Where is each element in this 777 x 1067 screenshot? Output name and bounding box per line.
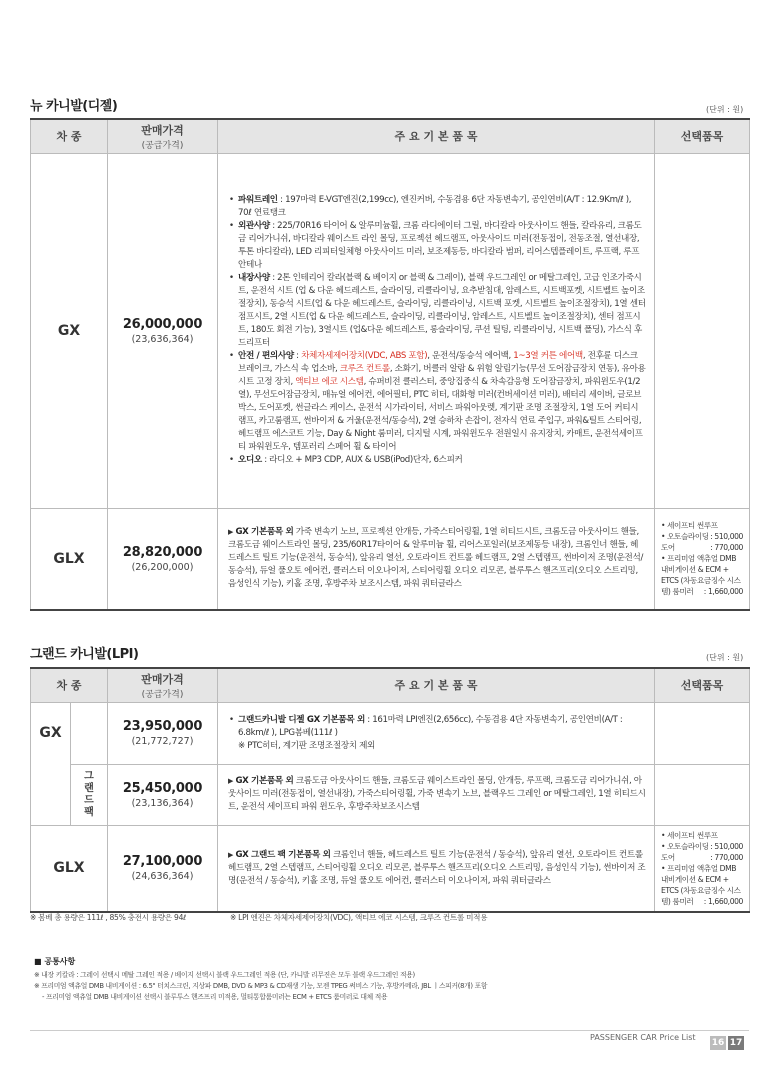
trim-spacer <box>71 702 108 764</box>
trim-name: GX <box>31 153 108 508</box>
footnote-lpg: ※ 봄베 총 용량은 111ℓ , 85% 충전시 용량은 94ℓ <box>30 913 186 922</box>
option-item: • 세이프티 썬루프 : 510,000 <box>661 830 743 851</box>
header-options: 선택품목 <box>655 119 750 153</box>
table-header-row <box>31 119 750 153</box>
common-notes <box>34 970 487 1003</box>
features-cell <box>218 702 655 764</box>
header-features: 주 요 기 본 품 목 <box>218 119 655 153</box>
list-item: • 오디오 : 라디오 + MP3 CDP, AUX & USB(iPod)단자, 6스피커 <box>238 454 646 467</box>
common-note-line: ※ 내장 키칼라 : 그레이 선택시 메탈 그레인 적용 / 베이지 선택시 블랙 우드그레인 적용 (단, 카니발 리무진은 모두 블랙 우드그레인 적용) <box>34 971 415 979</box>
option-item: • 프리미엄 액츄얼 DMB 내비게이션 & ECM + ETCS (차동요금징수 시스템) 룸미러 : 1,660,000 <box>661 554 743 597</box>
table-row <box>31 702 750 764</box>
list-item: • 파워트레인 : 197마력 E-VGT엔진(2,199cc), 엔진커버, 수동겸용 6단 자동변속기, 공인연비(A/T : 12.9Km/ℓ ), 70ℓ 연료탱크 <box>238 194 646 220</box>
sub-trim-name: 그랜드팩 <box>84 770 94 818</box>
table-row <box>31 764 750 825</box>
common-notes-title: ■ 공통사항 <box>34 957 76 966</box>
price-cell <box>108 153 218 508</box>
list-item: • 외관사양 : 225/70R16 타이어 & 알루미늄휠, 크롬 라디에이터 그릴, 바디칼라 아웃사이드 핸들, 칼라유리, 크롬도금 리어가니쉬, 바디칼라 웨이스트 라인 몰딩, 프로젝션 헤드램프, 아웃사이드 미러(전동접이, 전동조절, 열선내장, 투톤 바디칼라), LED 리피터일체형 아웃사이드 미러, 보조제동등, 바디칼라 범퍼, 리어스텝플레이트, 루프랙, 루프 안테나 <box>238 220 646 272</box>
footnote-lpi: ※ LPI 엔진은 차체자세제어장치(VDC), 액티브 에코 시스템, 크루즈 컨트롤 미적용 <box>230 913 488 922</box>
list-item: • 내장사양 : 2톤 인테리어 칼라(블랙 & 베이지 or 블랙 & 그레이), 블랙 우드그레인 or 메탈그레인, 고급 인조가죽시트, 운전석 시트 (업 & 다운 헤드레스트, 슬라이딩, 리클라이닝, 요추받침대, 암레스트, 시트백포켓, 시트벨트 높이조절장치), 동승석 시트(업 & 다운 헤드레스트, 슬라이딩, 리클라이닝, 시트백 포켓, 시트벨트 높이조절장치), 1열 센터점프시트, 2열 시트(업 & 다운 헤드레스트, 슬라이딩, 리클라이닝, 암레스트, 시트벨트 높이조절장치), 센터 점프시트, 180도 회전 기능), 3열시트 (업&다운 헤드레스트, 롱슬라이딩, 쿠션 틸팅, 리클라이닝, 시트백 폴딩), 가스식 후드리프터 <box>238 272 646 350</box>
sale-price: 28,820,000 <box>122 544 203 560</box>
price-cell <box>108 825 218 912</box>
price-table-diesel <box>30 118 750 611</box>
sale-price: 26,000,000 <box>122 316 203 332</box>
option-item: • 세이프티 썬루프 : 510,000 <box>661 521 743 542</box>
options-cell <box>655 764 750 825</box>
options-cell <box>655 825 750 912</box>
arrow-icon: ▶ <box>228 777 234 785</box>
table-row <box>31 508 750 610</box>
sale-price: 27,100,000 <box>122 854 203 869</box>
price-cell <box>108 508 218 610</box>
table-row <box>31 153 750 508</box>
supply-price: (23,136,364) <box>131 797 194 809</box>
supply-price: (21,772,727) <box>131 736 194 747</box>
trim-name: GLX <box>31 508 108 610</box>
price-table-lpi <box>30 667 750 913</box>
features-cell: ▶ GX 그랜드 팩 기본품목 외 크롬인너 핸들, 헤드레스트 틸트 기능(운전석 / 동승석), 앞유리 열선, 오토라이트 컨트롤 헤드램프, 2열 스텝램프, 스티어링휠 오디오 리모콘, 블루투스 핸즈프리(오디오 스트리밍, 음성인식 기능), 썬바이저 조명(운전석 / 동승석), 키홀 조명, 듀얼 풀오토 에어컨, 클러스터 이오나이저, 파워 쿼터글라스 <box>218 825 655 912</box>
sub-trim-cell <box>71 764 108 825</box>
option-item: • 프리미엄 액츄얼 DMB 내비게이션 & ECM + ETCS (차동요금징수 시스템) 룸미러 : 1,660,000 <box>661 863 743 906</box>
common-note-line: ※ 프리미엄 액츄얼 DMB 내비게이션 : 6.5" 터치스크린, 지상파 DMB, DVD & MP3 & CD재생 기능, 모젠 TPEG 써비스 기능, 후방카메라, JBL ㅣ스피커(8개) 포함 <box>34 982 488 990</box>
features-cell: ▶ GX 기본품목 외 가죽 변속기 노브, 프로젝션 안개등, 가죽스티어링휠, 1열 히티드시트, 크롬도금 아웃사이드 핸들, 크롬도금 웨이스트라인 몰딩, 235/60R17타이어 & 알루미늄 휠, 리어스포일러(보조제동등 내장), 크롬인너 핸들, 헤드레스트 틸트 기능(운전석, 동승석), 앞유리 열선, 오토라이트 컨트롤 헤드램프, 2열 스텝램프, 썬바이저 조명(운전석/동승석), 듀얼 풀오토 에어컨, 클러스터 이오나이저, 스티어링휠 오디오 리모콘, 블루투스 핸즈프리(오디오 스트리밍, 음성인식 기능), 키홀 조명, 후방주차 보조시스템, 파워 쿼터글라스 <box>218 508 655 610</box>
common-note-line: - 프리미엄 액츄얼 DMB 내비게이션 선택시 블루투스 핸즈프리 미적용, 멀티통합룸미러는 ECM + ETCS 룸미러로 대체 적용 <box>42 993 388 1001</box>
footer-divider <box>30 1030 749 1031</box>
option-item: • 오토슬라이딩 도어 : 770,000 <box>661 532 743 553</box>
option-item: • 오토슬라이딩 도어 : 770,000 <box>661 841 743 862</box>
section-title-lpi: 그랜드 카니발(LPI) <box>30 647 139 662</box>
header-trim: 차 종 <box>31 668 108 702</box>
trim-name: GLX <box>31 825 108 912</box>
arrow-icon: ▶ <box>228 850 234 859</box>
header-features: 주 요 기 본 품 목 <box>218 668 655 702</box>
header-price: 판매가격 (공급가격) <box>108 668 218 702</box>
supply-price: (23,636,364) <box>131 333 194 345</box>
unit-label: (단위 : 원) <box>706 653 744 662</box>
page-numbers <box>710 1030 744 1050</box>
supply-price: (26,200,000) <box>131 561 194 573</box>
options-cell <box>655 508 750 610</box>
page-number-left: 16 <box>711 1038 725 1048</box>
header-trim: 차 종 <box>31 119 108 153</box>
trim-name: GX <box>31 702 71 825</box>
section-title-diesel: 뉴 카니발(디젤) <box>30 99 118 114</box>
header-options: 선택품목 <box>655 668 750 702</box>
footer-label: PASSENGER CAR Price List <box>590 1033 696 1042</box>
features-cell: ▶ GX 기본품목 외 크롬도금 아웃사이드 핸들, 크롬도금 웨이스트라인 몰딩, 안개등, 루프랙, 크롬도금 리어가니쉬, 아웃사이드 미러(전동접이, 열선내장), 가죽스티어링휠, 가죽 변속기 노브, 블랙우드 그레인 or 메탈그레인, 1열 히티드시트, 운전석 세이프티 파워 윈도우, 후방주차보조시스템 <box>218 764 655 825</box>
page-number-right: 17 <box>729 1038 743 1048</box>
table-header-row <box>31 668 750 702</box>
table-row <box>31 825 750 912</box>
price-cell <box>108 702 218 764</box>
price-cell <box>108 764 218 825</box>
supply-price: (24,636,364) <box>131 871 194 882</box>
sale-price: 23,950,000 <box>122 719 203 734</box>
options-cell <box>655 153 750 508</box>
arrow-icon: ▶ <box>228 528 234 537</box>
options-cell <box>655 702 750 764</box>
sale-price: 25,450,000 <box>122 780 203 796</box>
features-cell <box>218 153 655 508</box>
list-item: • 그랜드카니발 디젤 GX 기본품목 외 : 161마력 LPI엔진(2,656cc), 수동겸용 4단 자동변속기, 공인연비(A/T : 6.8km/ℓ ), LPG봄베(111ℓ ) <box>238 714 646 740</box>
header-price: 판매가격 (공급가격) <box>108 119 218 153</box>
unit-label: (단위 : 원) <box>706 105 744 114</box>
list-item: • 안전 / 편의사양 : 차체자세제어장치(VDC, ABS 포함), 운전석/동승석 에어백, 1~3열 커튼 에어백, 전후륜 디스크 브레이크, 가스식 속 업소바, 크루즈 컨트롤, 소화기, 버클러 알람 & 위험 알림기능(무선 도어잠금장치 연동), 유아용시트 고정 장치, 액티브 에코 시스템, 슈퍼비전 클러스터, 중앙집중식 & 차속감응형 도어잠금장치, 파워윈도우(1/2열), 무선도어잠금장치, 매뉴얼 에어컨, 에어필터, PTC 히터, 대화형 미러(컨버세이션 미러), 배터리 세이버, 글로브 박스, 도어포켓, 썬글라스 케이스, 운전석 시가라이터, 서비스 파워아웃렛, 계기판 조명 조절장치, 1열 도어 커티시 램프, 카고룸램프, 썬바이저 & 거울(운전석/동승석), 2열 승하차 손잡이, 전자식 연료 주입구, 파워&틸트 스티어링,헤드램프 에스코트 기능, Day & Night 룸미러, 디지털 시계, 파워윈도우 전원일시 유지장치, 카매트, 운전석세이프티 파워윈도우, 템포러리 스페어 휠 & 타이어 <box>238 350 646 454</box>
feature-note: ※ PTC히터, 계기판 조명조절장치 제외 <box>238 740 376 751</box>
